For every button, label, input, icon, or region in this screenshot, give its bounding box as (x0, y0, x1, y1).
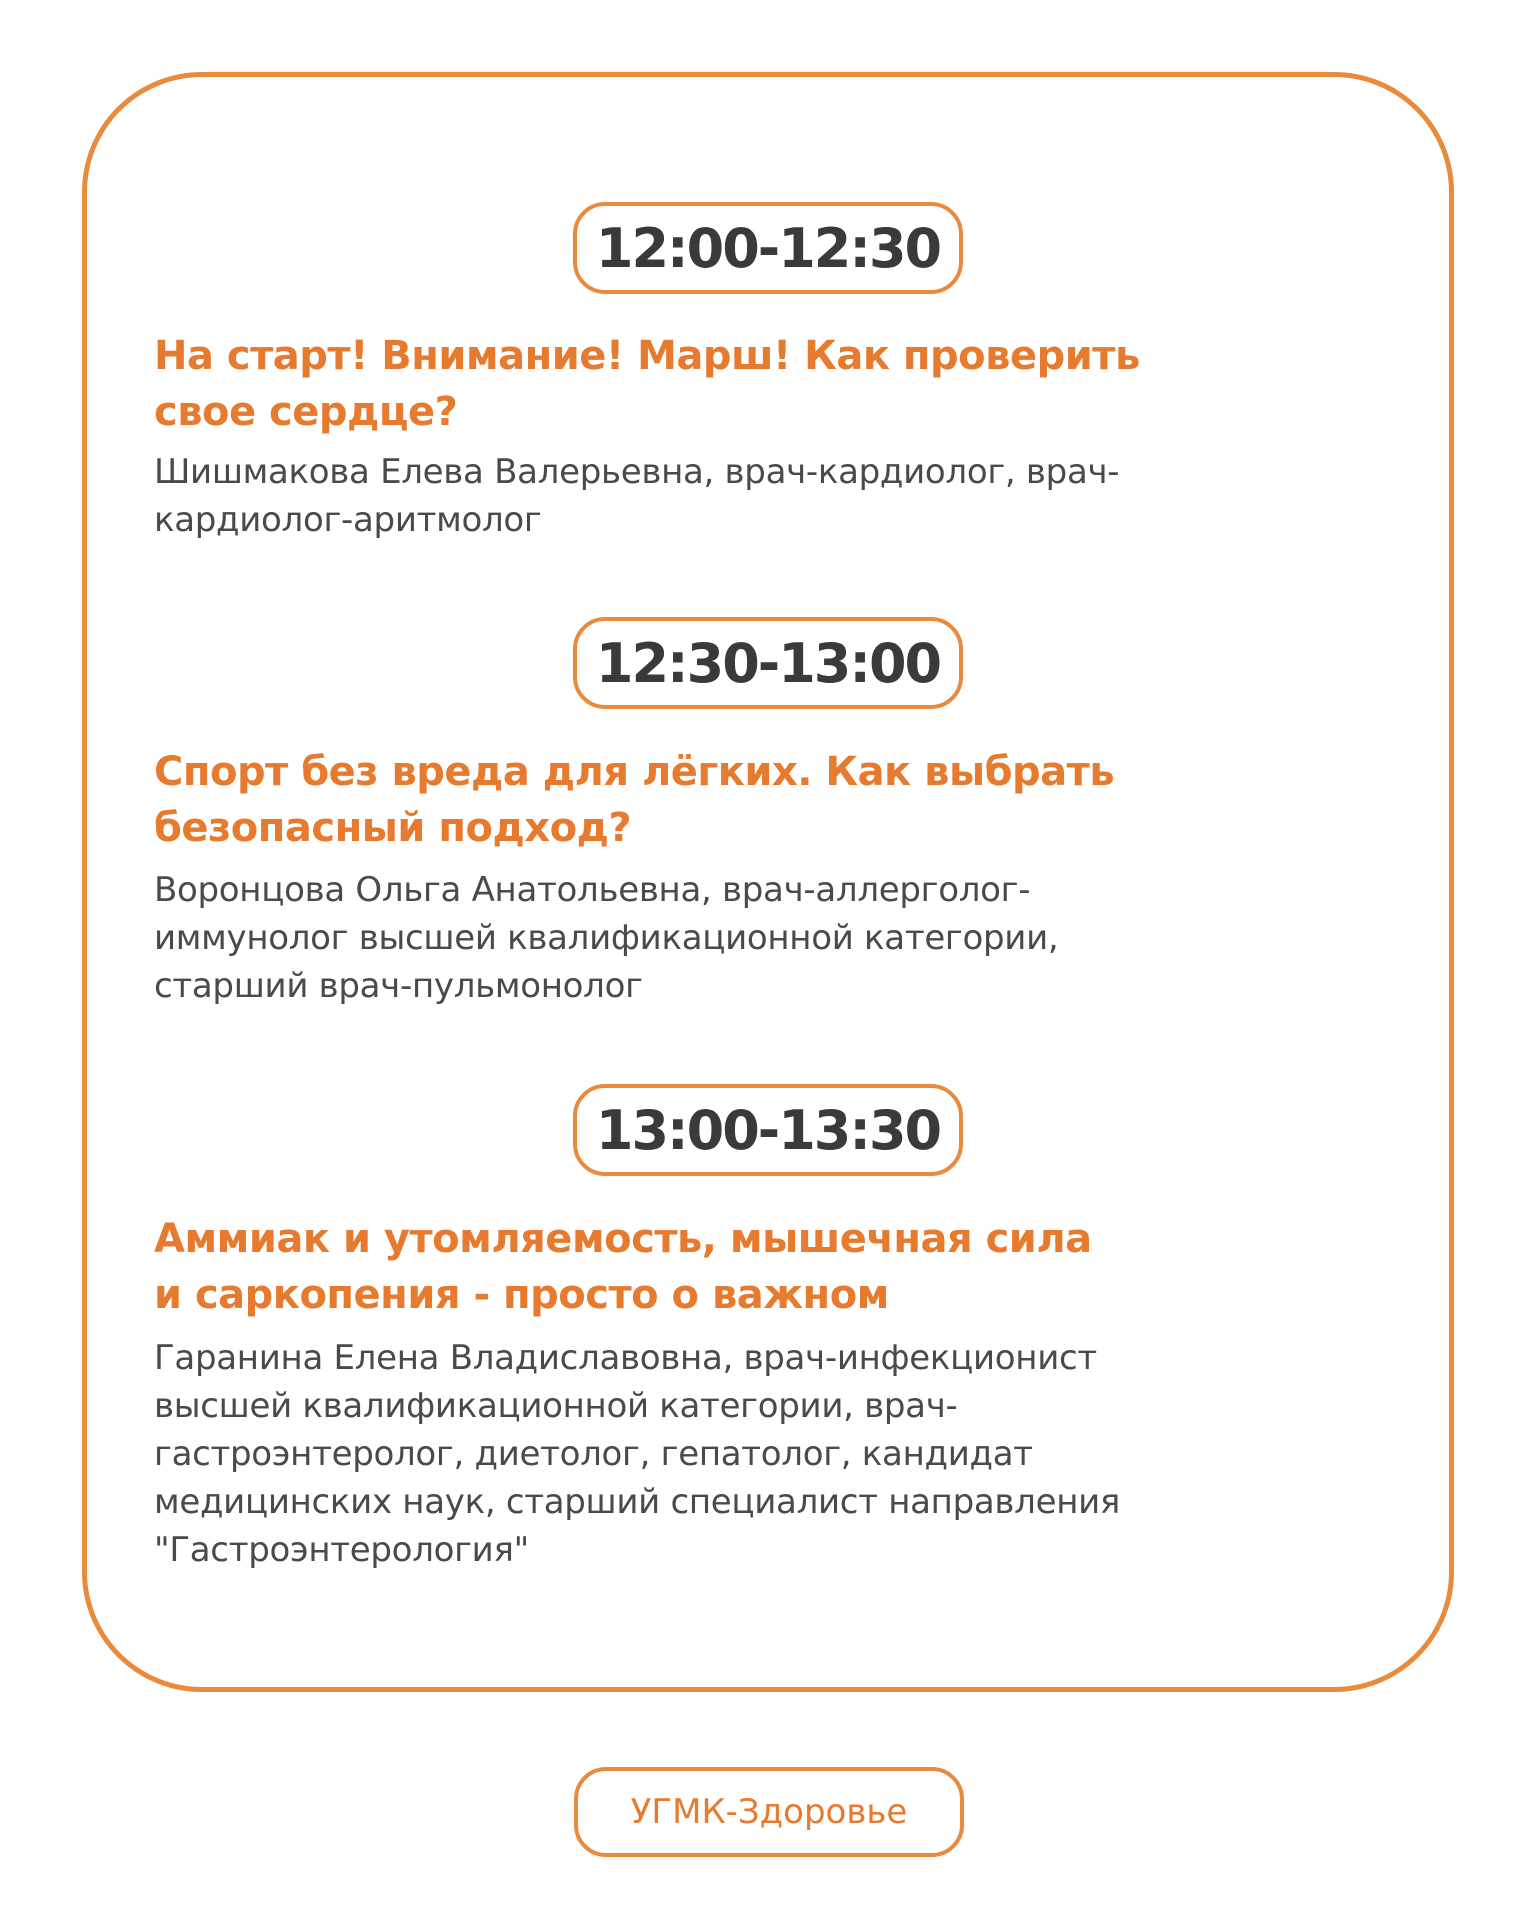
session-3-title (154, 1211, 1304, 1323)
session-2-speaker-line-3: старший врач-пульмонолог (154, 966, 643, 1006)
session-1-speaker-line-2: кардиолог-аритмолог (154, 500, 542, 540)
session-2-title-line-1: Спорт без вреда для лёгких. Как выбрать (154, 749, 1115, 795)
session-3-speaker-line-4: медицинских наук, старший специалист направления (154, 1482, 1121, 1522)
session-3-speaker-line-3: гастроэнтеролог, диетолог, гепатолог, кандидат (154, 1434, 1033, 1474)
session-2-speaker-line-2: иммунолог высшей квалификационной категории, (154, 918, 1059, 958)
session-1-speaker-line-1: Шишмакова Елева Валерьевна, врач-кардиолог, врач- (154, 452, 1120, 492)
session-1-speaker (154, 448, 1304, 544)
session-2-title-line-2: безопасный подход? (154, 805, 632, 851)
session-3-time-badge (573, 1084, 963, 1176)
session-3-title-line-2: и саркопения - просто о важном (154, 1272, 889, 1318)
brand-name: УГМК-Здоровье (630, 1792, 908, 1832)
session-1-title (154, 328, 1304, 440)
session-2-speaker-line-1: Воронцова Ольга Анатольевна, врач-аллерголог- (154, 870, 1031, 910)
session-1-time: 12:00-12:30 (595, 216, 941, 280)
brand-badge (574, 1767, 964, 1857)
session-2-speaker (154, 866, 1304, 1010)
session-1-title-line-2: свое сердце? (154, 389, 458, 435)
session-3-speaker-line-2: высшей квалификационной категории, врач- (154, 1386, 958, 1426)
session-1-time-badge (573, 202, 963, 294)
session-3-time: 13:00-13:30 (595, 1098, 941, 1162)
session-2-time-badge (573, 617, 963, 709)
session-3-speaker-line-1: Гаранина Елена Владиславовна, врач-инфекционист (154, 1338, 1097, 1378)
session-3-speaker (154, 1334, 1304, 1574)
session-3-title-line-1: Аммиак и утомляемость, мышечная сила (154, 1216, 1092, 1262)
session-2-time: 12:30-13:00 (595, 631, 941, 695)
session-2-title (154, 744, 1304, 856)
session-1-title-line-1: На старт! Внимание! Марш! Как проверить (154, 333, 1140, 379)
session-3-speaker-line-5: "Гастроэнтерология" (154, 1530, 529, 1570)
